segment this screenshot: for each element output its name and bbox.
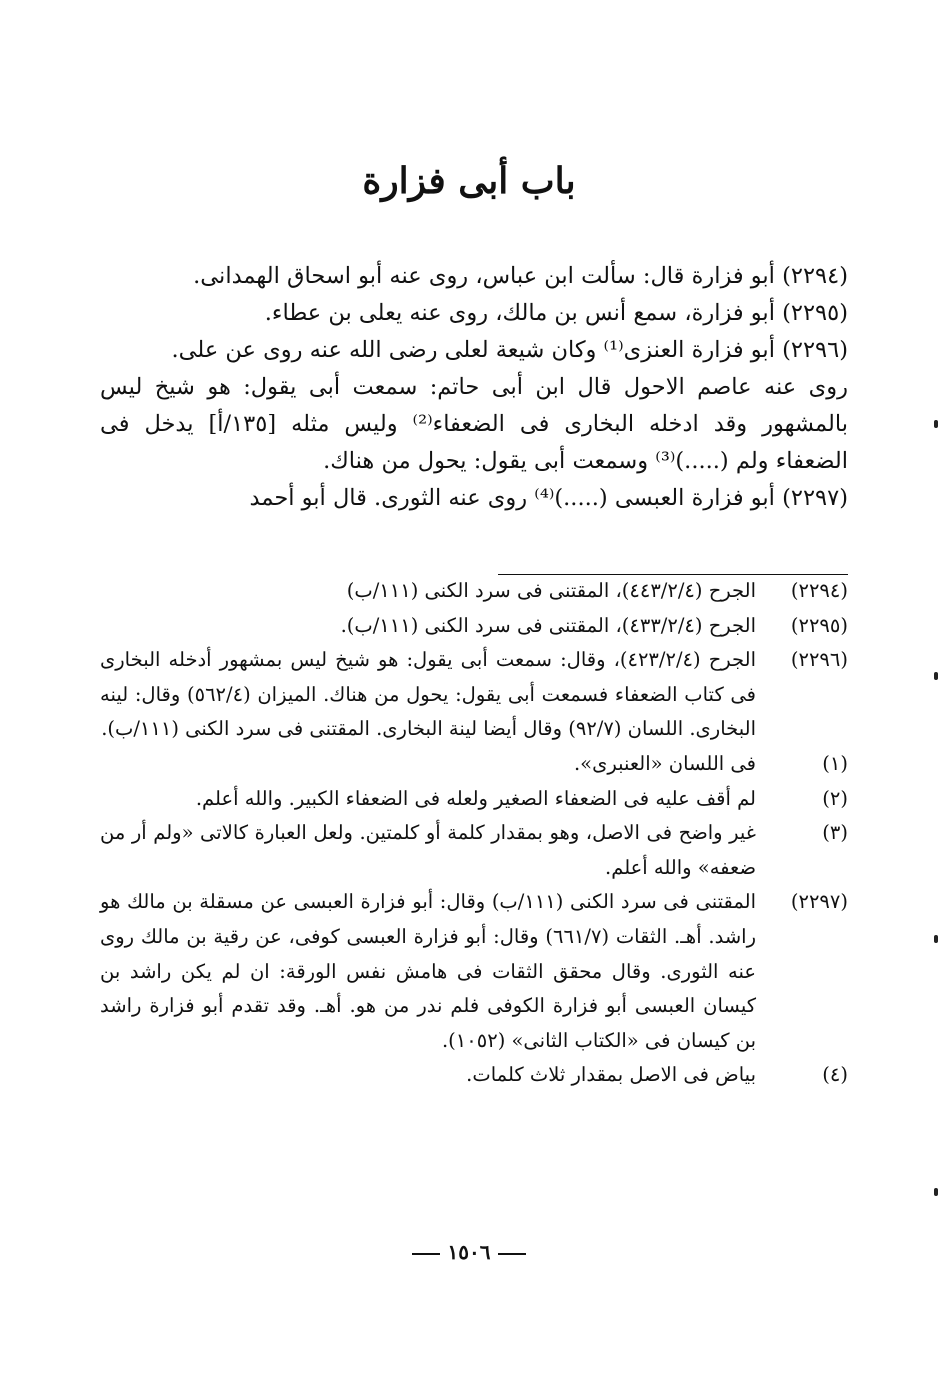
- note-2296: [100, 643, 848, 747]
- entry-2296: (٢٢٩٦) أبو فزارة العنزى⁽¹⁾ وكان شيعة لعلى رضى الله عنه روى عن على.: [171, 337, 848, 363]
- page-number-dash: [498, 1253, 526, 1255]
- entry-2297: (٢٢٩٧) أبو فزارة العبسى (.....)⁽⁴⁾ روى عنه الثورى. قال أبو أحمد: [249, 485, 848, 511]
- note-label: (٢٢٩٤): [790, 579, 848, 602]
- note-text: غير واضح فى الاصل، وهو بمقدار كلمة أو كلمتين. ولعل العبارة كالاتى «ولم أر من ضعفه» والله أعلم.: [100, 821, 756, 879]
- note-4: [100, 1058, 848, 1093]
- note-label: (٢٢٩٧): [790, 890, 848, 914]
- note-text: فى اللسان «العنبرى».: [573, 751, 756, 775]
- main-text: [100, 258, 848, 517]
- note-label: (٢): [822, 786, 848, 810]
- note-label: (٢٢٩٥): [790, 613, 848, 637]
- note-2294: [100, 574, 848, 609]
- note-2297: [100, 885, 848, 1058]
- note-label: (٤): [822, 1063, 848, 1087]
- note-text: المقتنى فى سرد الكنى (١١١/ب) وقال: أبو فزارة العبسى عن مسقلة بن مالك هو راشد. أهـ. الثقات (٦٦١/٧) وقال: أبو فزارة العبسى كوفى، عن رقية بن مالك روى عنه الثورى. وقال محقق الثقات فى هامش نفس الورقة: ان لم يكن راشد بن كيسان العبسى أبو فزارة الكوفى فلم ندر من هو. أهـ. وقد تقدم أبو فزارة راشد بن كيسان فى «الكتاب الثانى» (١٠٥٢).: [100, 890, 757, 1052]
- note-label: (٣): [822, 821, 848, 845]
- note-2295: [100, 609, 848, 644]
- note-2: [100, 782, 848, 817]
- note-label: (١): [822, 751, 848, 775]
- scan-edge-mark: [934, 935, 938, 943]
- page-number-dash: [412, 1253, 440, 1255]
- note-1: [100, 747, 848, 782]
- page-number-value: ١٥٠٦: [447, 1240, 491, 1264]
- entry-2294: (٢٢٩٤) أبو فزارة قال: سألت ابن عباس، روى عنه أبو اسحاق الهمدانى.: [193, 263, 848, 289]
- scan-edge-mark: [934, 672, 938, 680]
- note-text: الجرح (٤٣٣/٢/٤)، المقتنى فى سرد الكنى (١١١/ب).: [340, 613, 756, 637]
- footnotes: [100, 574, 848, 1093]
- page-title: باب أبى فزارة: [362, 160, 576, 202]
- entry-2296-continuation: روى عنه عاصم الاحول قال ابن أبى حاتم: سمعت أبى يقول: هو شيخ ليس بالمشهور وقد ادخله البخارى فى الضعفاء⁽²⁾ وليس مثله [١٣٥/أ] يدخل فى الضعفاء ولم (.....)⁽³⁾ وسمعت أبى يقول: يحول من هناك.: [100, 374, 848, 474]
- page-number: [0, 1240, 938, 1264]
- scan-edge-mark: [934, 420, 938, 428]
- note-3: [100, 816, 848, 885]
- note-text: لم أقف عليه فى الضعفاء الصغير ولعله فى الضعفاء الكبير. والله أعلم.: [195, 786, 756, 810]
- note-text: الجرح (٤٤٣/٢/٤)، المقتنى فى سرد الكنى (١١١/ب): [346, 579, 756, 602]
- scan-edge-mark: [934, 1188, 938, 1196]
- note-label: (٢٢٩٦): [790, 648, 848, 672]
- note-text: بياض فى الاصل بمقدار ثلاث كلمات.: [466, 1063, 756, 1087]
- note-text: الجرح (٤٢٣/٢/٤)، وقال: سمعت أبى يقول: هو شيخ ليس بمشهور أدخله البخارى فى كتاب الضعفاء فسمعت أبى يقول: يحول من هناك. الميزان (٥٦٢/٤) وقال: لينه البخارى. اللسان (٩٢/٧) وقال أيضا لينة البخارى. المقتنى فى سرد الكنى (١١١/ب).: [100, 648, 756, 741]
- entry-2295: (٢٢٩٥) أبو فزارة، سمع أنس بن مالك، روى عنه يعلى بن عطاء.: [264, 300, 848, 326]
